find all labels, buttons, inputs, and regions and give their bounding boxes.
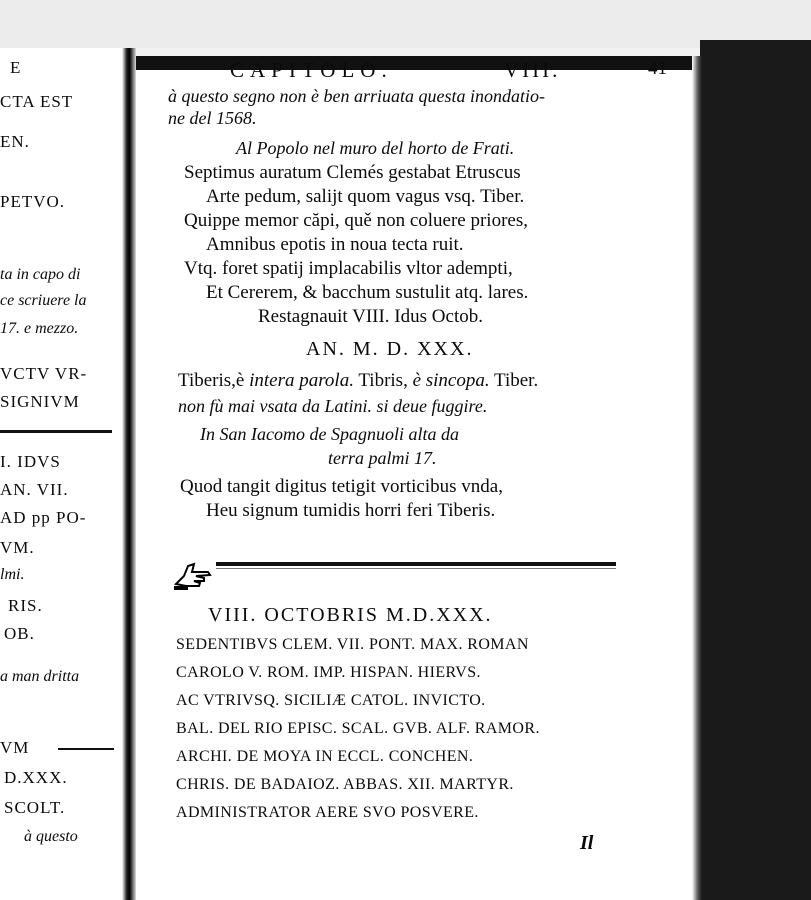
left-line: AN. VII. [0, 480, 69, 499]
poem-line: Et Cererem, & bacchum sustulit atq. lares. [206, 282, 529, 303]
inscription-location: Al Popolo nel muro del horto de Frati. [236, 138, 515, 158]
poem-line: Restagnauit VIII. Idus Octob. [258, 306, 483, 327]
tiberis-roman: Tiber. [489, 370, 539, 391]
left-line: a man dritta [0, 668, 80, 685]
page-right-edge [692, 56, 702, 900]
spagnuoli-line: terra palmi 17. [328, 448, 437, 468]
poem-line: Septimus auratum Clemés gestabat Etruscus [184, 162, 521, 183]
page-number: 41 [648, 58, 667, 79]
page-top-edge [136, 56, 702, 70]
left-line: ta in capo di [0, 266, 81, 283]
tiberis-line [178, 370, 538, 392]
left-rule [0, 430, 112, 433]
left-rule [58, 748, 114, 750]
background-top [0, 0, 811, 48]
poem-line: Amnibus epotis in noua tecta ruit. [206, 234, 464, 255]
year-line: AN. M. D. XXX. [306, 338, 474, 360]
section-rule [216, 562, 616, 566]
left-line: OB. [4, 624, 35, 643]
tiberis-roman: Tibris, [353, 370, 413, 391]
left-line: AD pp PO- [0, 508, 87, 527]
tiberis-roman: Tiberis,è [178, 370, 250, 391]
tiberis-italic: intera parola. [249, 370, 354, 391]
catchword: Il [580, 832, 594, 854]
chapter-number: VIII. [504, 58, 561, 82]
inscription-line: CHRIS. DE BADAIOZ. ABBAS. XII. MARTYR. [176, 776, 514, 793]
left-line: 17. e mezzo. [0, 320, 79, 337]
inscription-line: BAL. DEL RIO EPISC. SCAL. GVB. ALF. RAMOR. [176, 720, 540, 737]
left-line: SIGNIVM [0, 392, 80, 411]
left-line: E [10, 58, 22, 77]
poem-line: Quippe memor căpi, quě non coluere priores, [184, 210, 528, 231]
left-line: D.XXX. [4, 768, 68, 787]
left-line: ce scriuere la [0, 292, 87, 309]
inscription-line: CAROLO V. ROM. IMP. HISPAN. HIERVS. [176, 664, 481, 681]
left-line: I. IDVS [0, 452, 61, 471]
left-line: VM [0, 738, 30, 757]
left-line: VM. [0, 538, 35, 557]
poem-line: Arte pedum, salijt quom vagus vsq. Tiber. [206, 186, 525, 207]
left-line: lmi. [0, 566, 25, 583]
left-line: EN. [0, 132, 30, 151]
quod-line: Quod tangit digitus tetigit vorticibus vnda, [180, 476, 503, 497]
right-page [136, 56, 702, 900]
pointing-hand-icon [174, 558, 214, 592]
intro-line: à questo segno non è ben arriuata questa inondatio- [168, 86, 545, 106]
intro-line: ne del 1568. [168, 108, 257, 128]
background-right [700, 40, 811, 900]
inscription-line: ADMINISTRATOR AERE SVO POSVERE. [176, 804, 479, 821]
spagnuoli-line: In San Iacomo de Spagnuoli alta da [200, 424, 459, 444]
left-line: CTA EST [0, 92, 74, 111]
left-line: SCOLT. [4, 798, 66, 817]
left-page [0, 48, 122, 900]
inscription-line: SEDENTIBVS CLEM. VII. PONT. MAX. ROMAN [176, 636, 529, 653]
octobris-heading: VIII. OCTOBRIS M.D.XXX. [208, 604, 493, 626]
poem-line: Vtq. foret spatij implacabilis vltor adempti, [184, 258, 513, 279]
tiberis-line-2: non fù mai vsata da Latini. si deue fuggire. [178, 396, 488, 416]
tiberis-italic: è sincopa. [412, 370, 490, 391]
quod-line: Heu signum tumidis horri feri Tiberis. [206, 500, 496, 521]
left-line: PETVO. [0, 192, 66, 211]
running-title: CAPITOLO. [230, 58, 393, 82]
book-gutter [122, 48, 136, 900]
left-line: RIS. [8, 596, 43, 615]
inscription-line: ARCHI. DE MOYA IN ECCL. CONCHEN. [176, 748, 474, 765]
left-line: VCTV VR- [0, 364, 88, 383]
left-line: à questo [24, 828, 78, 845]
inscription-line: AC VTRIVSQ. SICILIÆ CATOL. INVICTO. [176, 692, 486, 709]
